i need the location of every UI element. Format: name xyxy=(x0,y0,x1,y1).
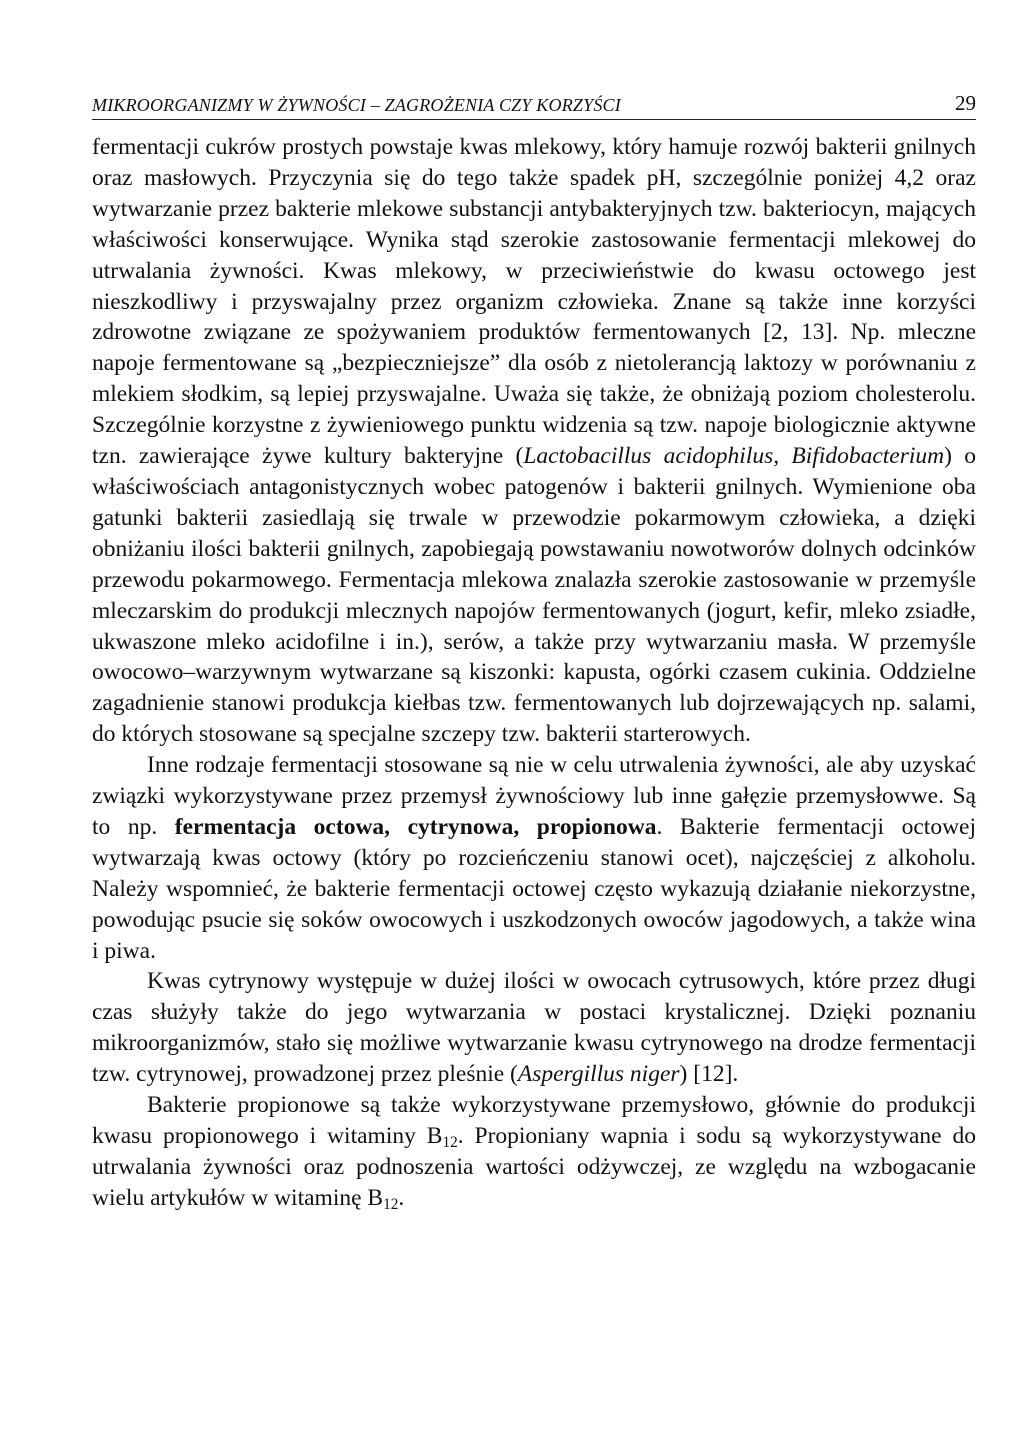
text-run: . Propioniany wapnia i sodu są wykorzystywane do utrwalania żywności oraz podnoszenia wartości odżywczej, ze względu na wzbogacanie wielu artykułów w witaminę B xyxy=(92,1123,976,1211)
paragraph xyxy=(92,966,976,1090)
running-header xyxy=(92,88,976,120)
page xyxy=(92,88,976,1214)
subscript: 12 xyxy=(442,1133,458,1151)
text-run: ) [12]. xyxy=(679,1061,739,1088)
text-run: Bakterie propionowe są także wykorzystywane przemysłowo, głównie do produkcji kwasu propionowego i witaminy B xyxy=(92,1092,976,1149)
text-run: Inne rodzaje fermentacji stosowane są nie w celu utrwalenia żywności, ale aby uzyskać związki wykorzystywane przez przemysł żywnościowy lub inne gałęzie przemysłowwe. Są to np. xyxy=(92,752,976,840)
page-number: 29 xyxy=(955,91,976,115)
running-title: MIKROORGANIZMY W ŻYWNOŚCI – ZAGROŻENIA CZY KORZYŚCI xyxy=(92,95,621,115)
text-run: Kwas cytrynowy występuje w dużej ilości w owocach cytrusowych, które przez długi czas służyły także do jego wytwarzania w postaci krystalicznej. Dzięki poznaniu mikroorganizmów, stało się możliwe wytwarzanie kwasu cytrynowego na drodze fermentacji tzw. cytrynowej, prowadzonej przez pleśnie ( xyxy=(92,968,976,1088)
subscript: 12 xyxy=(383,1195,399,1213)
text-run: ) o właściwościach antagonistycznych wobec patogenów i bakterii gnilnych. Wymienione oba gatunki bakterii zasiedlają się trwale w przewodzie pokarmowym człowieka, a dzięki obniżaniu ilości bakterii gnilnych, zapobiegają powstawaniu nowotworów dolnych odcinków przewodu pokarmowego. Fermentacja mlekowa znalazła szerokie zastosowanie w przemyśle mleczarskim do produkcji mlecznych napojów fermentowanych (jogurt, kefir, mleko zsiadłe, ukwaszone mleko acidofilne i in.), serów, a także przy wytwarzaniu masła. W przemyśle owocowo–warzywnym wytwarzane są kiszonki: kapusta, ogórki czasem cukinia. Oddzielne zagadnienie stanowi produkcja kiełbas tzw. fermentowanych lub dojrzewających np. salami, do których stosowane są specjalne szczepy tzw. bakterii starterowych. xyxy=(92,443,977,748)
text-run: . Bakterie fermentacji octowej wytwarzają kwas octowy (który po rozcieńczeniu stanowi ocet), najczęściej z alkoholu. Należy wspomnieć, że bakterie fermentacji octowej często wykazują działanie niekorzystne, powodując psucie się soków owocowych i uszkodzonych owoców jagodowych, a także wina i piwa. xyxy=(92,813,977,964)
italic-text: Aspergillus niger xyxy=(517,1061,680,1088)
text-run: . xyxy=(398,1184,405,1211)
bold-text: fermentacja octowa, cytrynowa, propionowa xyxy=(174,813,657,840)
paragraph xyxy=(92,1090,976,1214)
italic-text: Lactobacillus acidophilus, Bifidobacterium xyxy=(523,443,945,470)
paragraph xyxy=(92,132,976,750)
body-text xyxy=(92,132,976,1214)
text-run: fermentacji cukrów prostych powstaje kwas mlekowy, który hamuje rozwój bakterii gnilnych oraz masłowych. Przyczynia się do tego także spadek pH, szczególnie poniżej 4,2 oraz wytwarzanie przez bakterie mlekowe substancji antybakteryjnych tzw. bakteriocyn, mających właściwości konserwujące. Wynika stąd szerokie zastosowanie fermentacji mlekowej do utrwalania żywności. Kwas mlekowy, w przeciwieństwie do kwasu octowego jest nieszkodliwy i przyswajalny przez organizm człowieka. Znane są także inne korzyści zdrowotne związane ze spożywaniem produktów fermentowanych [2, 13]. Np. mleczne napoje fermentowane są „bezpieczniejsze” dla osób z nietolerancją laktozy w porównaniu z mlekiem słodkim, są lepiej przyswajalne. Uważa się także, że obniżają poziom cholesterolu. Szczególnie korzystne z żywieniowego punktu widzenia są tzw. napoje biologicznie aktywne tzn. zawierające żywe kultury bakteryjne ( xyxy=(92,134,976,470)
paragraph xyxy=(92,750,976,966)
